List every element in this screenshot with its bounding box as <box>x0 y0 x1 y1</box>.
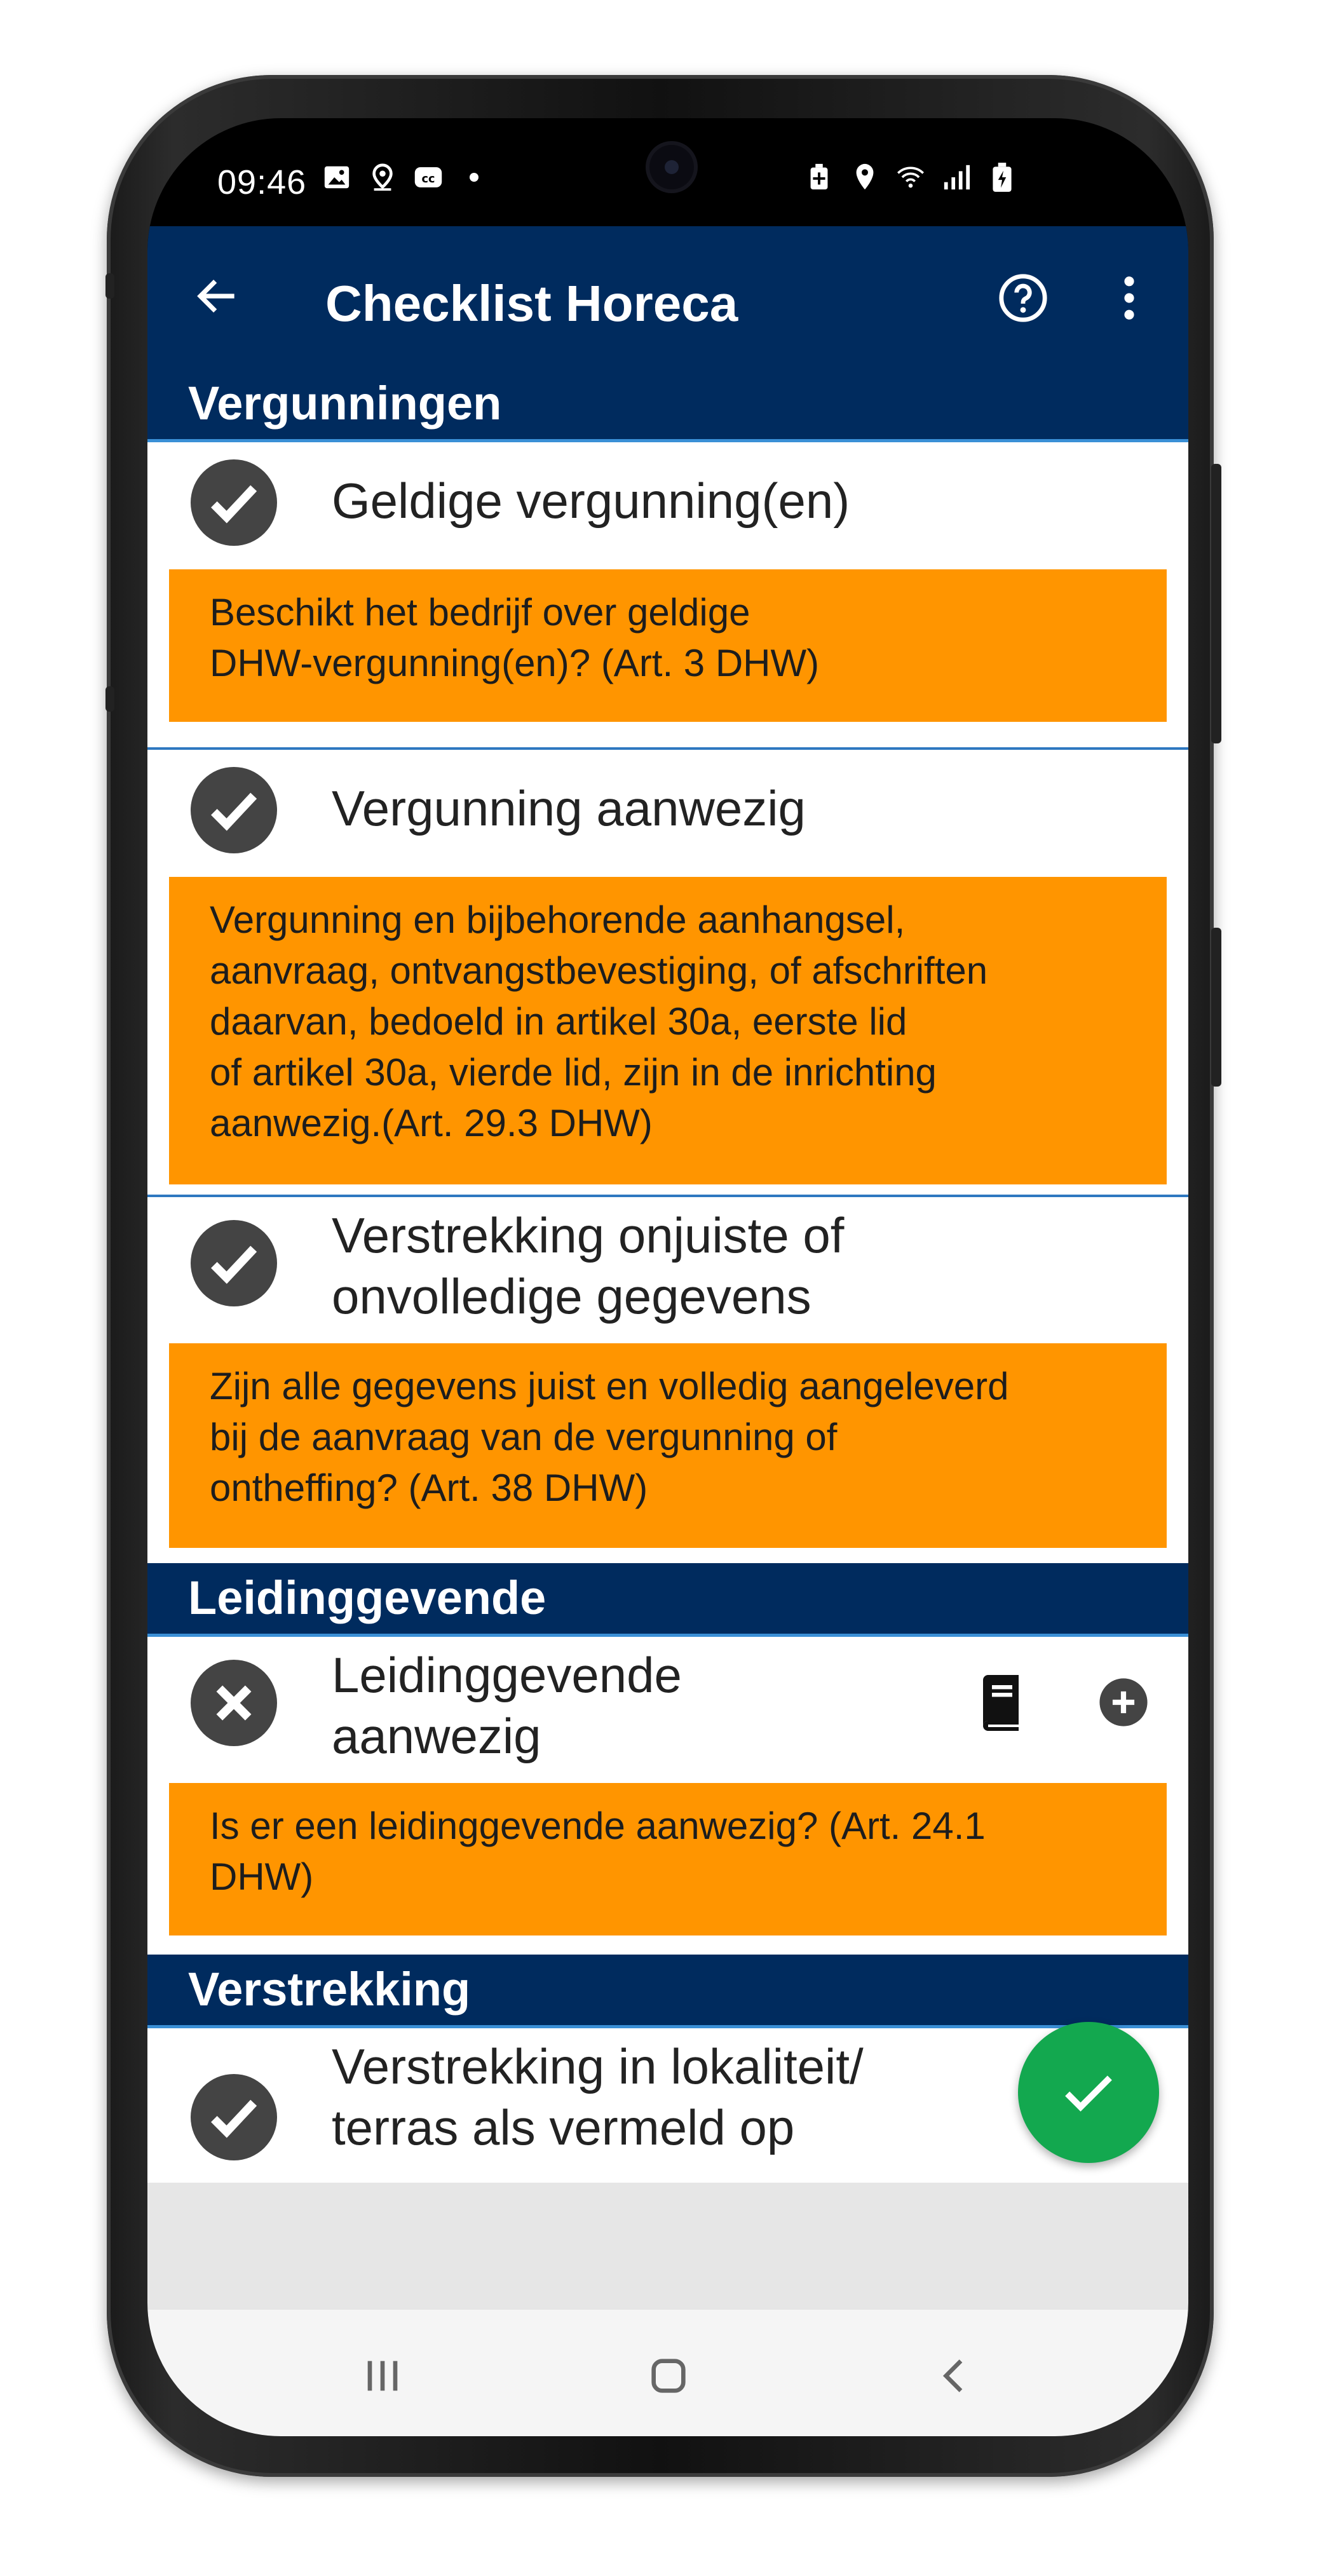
svg-text:cc: cc <box>421 172 435 186</box>
checklist-item-leidinggevende-aanwezig[interactable] <box>147 1637 1188 1948</box>
add-circle-icon[interactable] <box>1097 1676 1150 1728</box>
note-line: DHW) <box>210 1855 314 1898</box>
checklist-item-verstrekking-onjuiste[interactable] <box>147 1197 1188 1566</box>
section-header-verstrekking: Verstrekking <box>147 1955 1188 2028</box>
note-line: daarvan, bedoeld in artikel 30a, eerste lid <box>210 1000 907 1043</box>
battery-icon <box>987 163 1017 192</box>
checked-status-icon[interactable] <box>191 459 277 546</box>
battery-saver-icon <box>804 163 834 192</box>
checked-status-icon[interactable] <box>191 2074 277 2160</box>
note-line: Beschikt het bedrijf over geldige <box>210 591 750 634</box>
dot-icon <box>459 163 489 192</box>
item-title <box>332 2036 864 2158</box>
book-icon[interactable] <box>975 1672 1027 1733</box>
item-note <box>169 569 1167 722</box>
image-icon <box>322 163 351 192</box>
item-note <box>169 1783 1167 1935</box>
checked-status-icon[interactable] <box>191 1220 277 1306</box>
recents-icon[interactable] <box>357 2350 408 2401</box>
checklist-content <box>147 369 1188 2183</box>
note-line: Vergunning en bijbehorende aanhangsel, <box>210 898 906 941</box>
section-header-leidinggevende: Leidinggevende <box>147 1563 1188 1637</box>
checklist-item-vergunning-aanwezig[interactable] <box>147 750 1188 1195</box>
check-icon <box>1057 2061 1120 2124</box>
signal-icon <box>942 163 971 192</box>
back-chevron-icon[interactable] <box>929 2350 980 2401</box>
phone-screen <box>147 118 1188 2436</box>
note-line: Is er een leidinggevende aanwezig? (Art. 24.1 <box>210 1805 986 1847</box>
item-title-line: Geldige vergunning(en) <box>332 473 850 529</box>
note-line: bij de aanvraag van de vergunning of <box>210 1416 838 1458</box>
item-title-line: Verstrekking in lokaliteit/ <box>332 2038 864 2094</box>
item-title-line: terras als vermeld op <box>332 2099 795 2155</box>
status-time: 09:46 <box>217 163 307 201</box>
item-title <box>332 778 806 839</box>
checklist-item-geldige-vergunning[interactable] <box>147 442 1188 747</box>
empty-area <box>147 2183 1188 2310</box>
page-title: Checklist Horeca <box>325 275 738 332</box>
item-title-line: Verstrekking onjuiste of <box>332 1207 845 1263</box>
front-camera <box>649 145 694 189</box>
note-line: aanwezig.(Art. 29.3 DHW) <box>210 1102 653 1144</box>
section-header-vergunningen: Vergunningen <box>147 369 1188 442</box>
note-line: aanvraag, ontvangstbevestiging, of afschriften <box>210 949 988 992</box>
location-icon <box>850 163 879 192</box>
failed-status-icon[interactable] <box>191 1660 277 1746</box>
system-nav-bar <box>147 2310 1188 2436</box>
cc-icon <box>414 163 443 192</box>
note-line: ontheffing? (Art. 38 DHW) <box>210 1467 648 1509</box>
more-vert-icon[interactable] <box>1120 276 1139 320</box>
left-side-button-2 <box>105 686 114 712</box>
item-title-line: Leidinggevende <box>332 1647 682 1703</box>
confirm-fab-button[interactable] <box>1018 2022 1159 2163</box>
note-line: Zijn alle gegevens juist en volledig aangeleverd <box>210 1365 1009 1407</box>
item-title <box>332 470 850 531</box>
left-side-button <box>105 273 114 299</box>
help-circle-icon[interactable] <box>997 272 1049 324</box>
item-title <box>332 1205 844 1327</box>
item-title <box>332 1644 682 1766</box>
power-button <box>1211 928 1221 1087</box>
item-title-line: aanwezig <box>332 1708 541 1764</box>
volume-button <box>1211 464 1221 743</box>
item-title-line: Vergunning aanwezig <box>332 780 806 836</box>
item-note <box>169 1343 1167 1548</box>
home-icon[interactable] <box>643 2350 694 2401</box>
location-pin-icon <box>368 163 397 192</box>
app-bar <box>147 226 1188 369</box>
wifi-icon <box>896 163 925 192</box>
item-title-line: onvolledige gegevens <box>332 1268 811 1324</box>
checked-status-icon[interactable] <box>191 767 277 853</box>
item-note <box>169 877 1167 1184</box>
note-line: DHW-vergunning(en)? (Art. 3 DHW) <box>210 642 820 684</box>
arrow-left-icon[interactable] <box>192 271 243 322</box>
status-bar <box>147 118 1188 226</box>
note-line: of artikel 30a, vierde lid, zijn in de inrichting <box>210 1051 937 1094</box>
